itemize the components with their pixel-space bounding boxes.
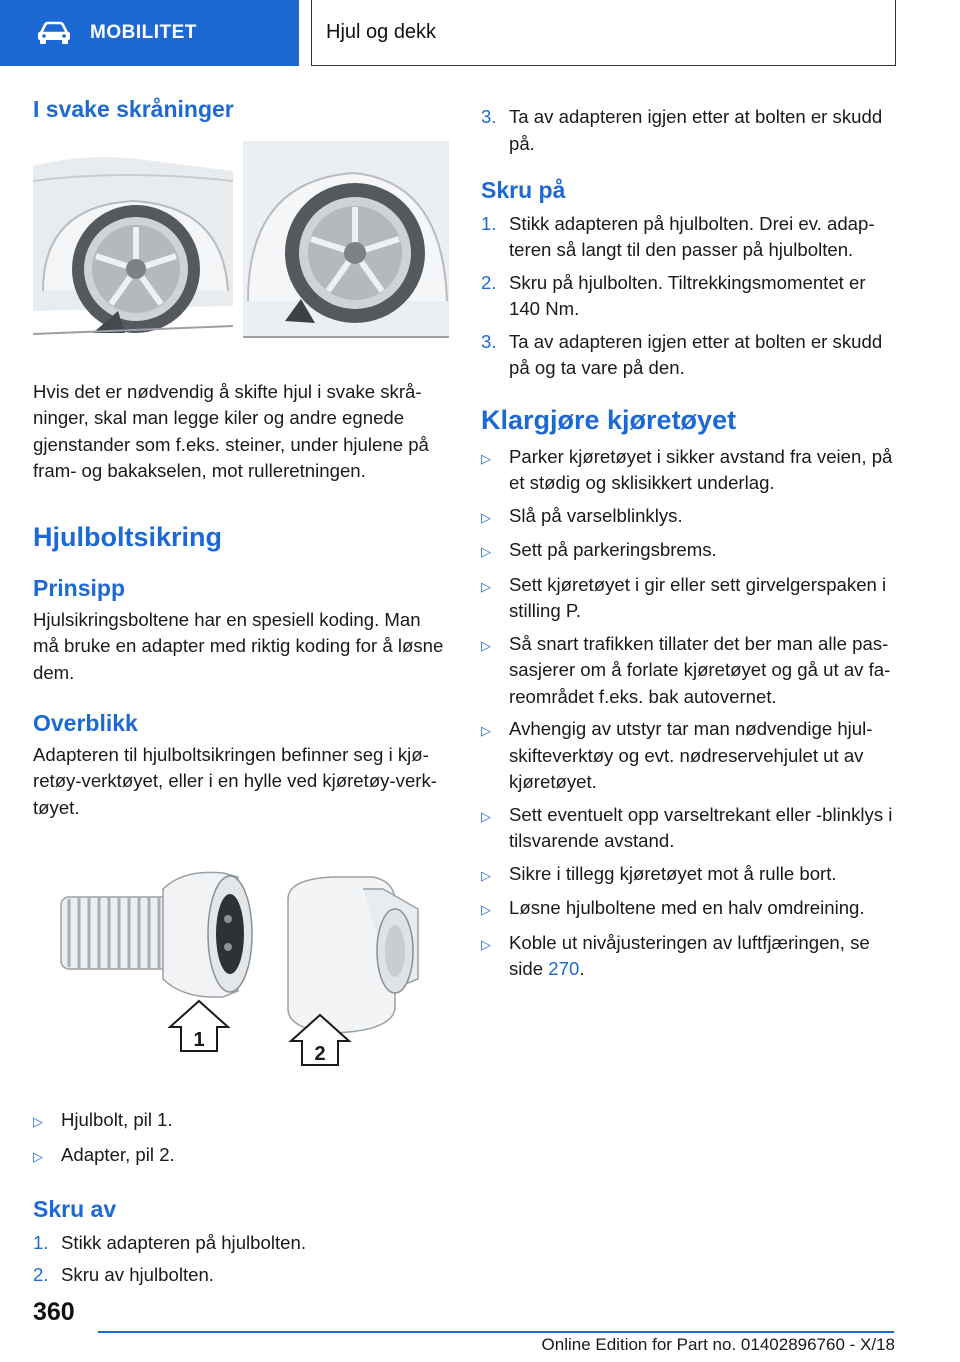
triangle-right-icon: ▷ (481, 808, 491, 824)
list-item: ▷ Koble ut nivåjusteringen av luftfjæringen, se side 270. (481, 930, 899, 983)
list-item: ▷ Slå på varselblinklys. (481, 503, 899, 532)
heading-slopes: I svake skråninger (33, 96, 234, 122)
paragraph-principle: Hjulsikringsboltene har en spesiell koding. Man må bruke en adapter med riktig koding for å løsne dem. (33, 608, 444, 683)
triangle-right-icon: ▷ (33, 1148, 43, 1164)
list-item: 1. Stikk adapteren på hjulbolten. Drei ev. adapteren så langt til den passer på hjulbolten. (481, 212, 875, 261)
triangle-right-icon: ▷ (481, 936, 491, 952)
section-title: MOBILITET (90, 22, 197, 43)
svg-text:2: 2 (314, 1043, 326, 1066)
list-item: ▷ Løsne hjulboltene med en halv omdreining. (481, 895, 899, 924)
heading-principle: Prinsipp (33, 574, 126, 601)
triangle-right-icon: ▷ (481, 637, 491, 653)
chapter-title: Hjul og dekk (326, 21, 437, 43)
list-item: ▷ Så snart trafikken tillater det ber man alle passasjerer om å forlate kjøretøyet og gå ut av fareområdet f.eks. bak autovernet. (481, 631, 899, 711)
triangle-right-icon: ▷ (481, 509, 491, 525)
list-item: 3. Ta av adapteren igjen etter at bolten er skudd på. (481, 106, 883, 154)
footer-divider (98, 1331, 894, 1333)
list-item: ▷ Sett på parkeringsbrems. (481, 537, 899, 566)
unscrew-steps (33, 1230, 449, 1289)
triangle-right-icon: ▷ (481, 723, 491, 739)
triangle-right-icon: ▷ (481, 578, 491, 594)
list-item: ▷ Sikre i tillegg kjøretøyet mot å rulle bort. (481, 861, 899, 890)
chapter-box[interactable] (311, 0, 896, 66)
list-item: 2. Skru av hjulbolten. (33, 1264, 214, 1286)
list-item: 1. Stikk adapteren på hjulbolten. (33, 1231, 306, 1253)
heading-overview: Overblikk (33, 710, 138, 737)
section-tab[interactable] (0, 0, 299, 66)
parts-list (33, 1107, 449, 1170)
triangle-right-icon: ▷ (481, 544, 491, 560)
list-item: ▷ Hjulbolt, pil 1. (33, 1107, 449, 1136)
bolt-adapter-illustration (33, 859, 449, 1074)
list-item: ▷ Avhengig av utstyr tar man nødvendige hjulskifteverktøy og evt. nødreservehjulet ut av kjøretøyet. (481, 716, 899, 796)
unscrew-steps-continued (481, 104, 899, 157)
heading-prepare-vehicle: Klargjøre kjøretøyet (481, 404, 737, 435)
list-item: ▷ Parker kjøretøyet i sikker avstand fra veien, på et stødig og sklisikkert underlag. (481, 444, 899, 497)
prepare-list (481, 444, 899, 983)
edition-note: Online Edition for Part no. 01402896760 - X/18 (541, 1335, 895, 1354)
page-number: 360 (33, 1298, 75, 1326)
heading-unscrew: Skru av (33, 1196, 117, 1223)
arrow-1 (170, 1001, 228, 1051)
paragraph-slopes: Hvis det er nødvendig å skifte hjul i svake skråninger, skal man legge kiler og andre egnede gjenstander som f.eks. steiner, under hjulene på fram- og bakakselen, mot rulleretningen. (33, 380, 429, 482)
right-column (481, 104, 899, 989)
list-item: 3. Ta av adapteren igjen etter at bolten er skudd på og ta vare på den. (481, 330, 883, 379)
left-column (33, 96, 449, 1295)
triangle-right-icon: ▷ (481, 450, 491, 466)
list-item: 2. Skru på hjulbolten. Tiltrekkingsmomentet er 140 Nm. (481, 271, 866, 320)
wheel-chock-illustration (33, 141, 449, 356)
list-item: ▷ Sett kjøretøyet i gir eller sett girvelgerspaken i stilling P. (481, 572, 899, 625)
car-icon (36, 21, 72, 45)
page-link-270[interactable]: 270 (548, 958, 580, 980)
triangle-right-icon: ▷ (33, 1114, 43, 1130)
svg-text:1: 1 (193, 1029, 205, 1052)
paragraph-overview: Adapteren til hjulboltsikringen befinner seg i kjøretøy-verktøyet, eller i en hylle ved kjøretøy-verktøyet. (33, 743, 437, 818)
list-item: ▷ Sett eventuelt opp varseltrekant eller -blinklys i tilsvarende avstand. (481, 802, 899, 855)
triangle-right-icon: ▷ (481, 867, 491, 883)
heading-bolt-lock: Hjulboltsikring (33, 521, 222, 552)
list-item: ▷ Adapter, pil 2. (33, 1142, 449, 1171)
screw-on-steps (481, 211, 899, 382)
heading-screw-on: Skru på (481, 177, 566, 203)
triangle-right-icon: ▷ (481, 902, 491, 918)
